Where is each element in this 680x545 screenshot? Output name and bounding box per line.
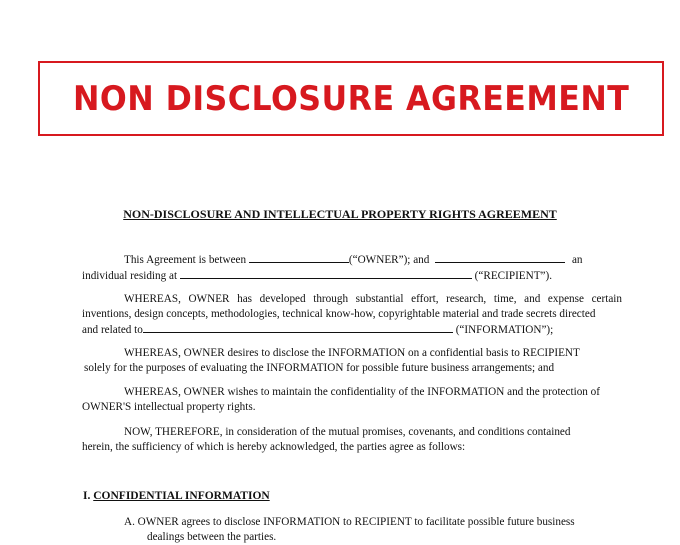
text-segment: (“OWNER”); and bbox=[348, 254, 430, 266]
paragraph-line: WHEREAS, OWNER desires to disclose the INFORMATION on a confidential basis to RECIPIENT bbox=[124, 347, 580, 359]
paragraph-line: solely for the purposes of evaluating the INFORMATION for possible future business arrangements; and bbox=[84, 362, 555, 374]
section-number: I. bbox=[83, 490, 91, 502]
paragraph-line: inventions, design concepts, methodologies, technical know-how, copyrightable material and trade secrets directed bbox=[82, 308, 596, 320]
title-banner bbox=[38, 61, 664, 136]
text-segment: This Agreement is between bbox=[124, 254, 247, 266]
banner-title: NON DISCLOSURE AGREEMENT bbox=[72, 78, 630, 119]
clause-a bbox=[124, 515, 604, 545]
paragraph-line bbox=[82, 268, 622, 284]
text-segment: (“INFORMATION”); bbox=[455, 324, 554, 336]
text-segment: individual residing at bbox=[82, 270, 178, 282]
paragraph-line bbox=[82, 322, 622, 338]
clause-line: dealings between the parties. bbox=[147, 531, 277, 543]
paragraph-whereas-maintain bbox=[82, 385, 622, 415]
blank-field-recipient-name bbox=[435, 252, 565, 263]
paragraph-parties bbox=[82, 252, 622, 284]
paragraph-line: WHEREAS, OWNER has developed through substantial effort, research, time, and expense certain bbox=[124, 293, 622, 305]
paragraph-line: NOW, THEREFORE, in consideration of the mutual promises, covenants, and conditions contained bbox=[124, 426, 571, 438]
blank-field-information bbox=[143, 322, 453, 333]
agreement-heading: NON-DISCLOSURE AND INTELLECTUAL PROPERTY RIGHTS AGREEMENT bbox=[123, 207, 557, 221]
paragraph-line: OWNER'S intellectual property rights. bbox=[82, 401, 256, 413]
clause-line: A. OWNER agrees to disclose INFORMATION to RECIPIENT to facilitate possible future business bbox=[124, 516, 575, 528]
paragraph-line: herein, the sufficiency of which is hereby acknowledged, the parties agree as follows: bbox=[82, 441, 466, 453]
text-segment: and related to bbox=[82, 324, 143, 336]
section-heading-confidential-information bbox=[83, 489, 270, 504]
paragraph-whereas-developed bbox=[82, 292, 622, 338]
blank-field-owner bbox=[249, 252, 349, 263]
paragraph-whereas-disclose bbox=[82, 346, 622, 376]
paragraph-line bbox=[82, 252, 622, 268]
text-segment: an bbox=[571, 254, 583, 266]
section-title: CONFIDENTIAL INFORMATION bbox=[93, 490, 270, 502]
paragraph-line: WHEREAS, OWNER wishes to maintain the confidentiality of the INFORMATION and the protection of bbox=[124, 386, 601, 398]
text-segment: (“RECIPIENT”). bbox=[474, 270, 553, 282]
paragraph-now-therefore bbox=[82, 425, 622, 455]
blank-field-address bbox=[180, 268, 472, 279]
